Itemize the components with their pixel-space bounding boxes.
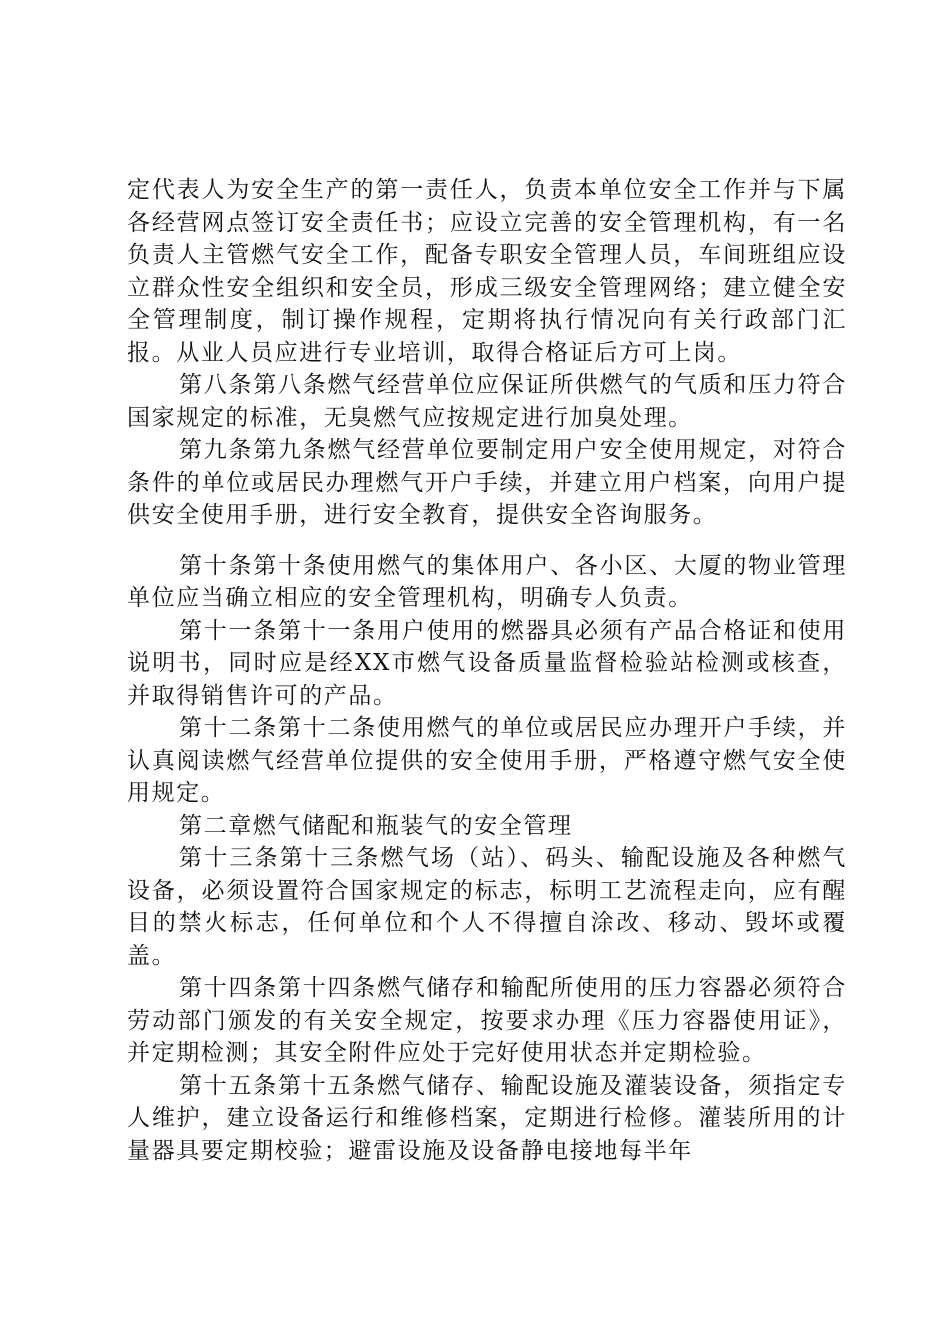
chapter-2-heading: 第二章燃气储配和瓶装气的安全管理	[179, 812, 573, 839]
article-15: 第十五条第十五条燃气储存、输配设施及灌装设备，须指定专人维护，建立设备运行和维修档案，定期进行检修。灌装所用的计量器具要定期校验；避雷设施及设备静电接地每半年	[127, 1072, 847, 1164]
article-9: 第九条第九条燃气经营单位要制定用户安全使用规定，对符合条件的单位或居民办理燃气开户手续，并建立用户档案，向用户提供安全使用手册，进行安全教育，提供安全咨询服务。	[127, 437, 847, 528]
article-11: 第十一条第十一条用户使用的燃器具必须有产品合格证和使用说明书，同时应是经XX市燃气设备质量监督检验站检测或核查，并取得销售许可的产品。	[127, 617, 847, 709]
article-12: 第十二条第十二条使用燃气的单位或居民应办理开户手续，并认真阅读燃气经营单位提供的安全使用手册，严格遵守燃气安全使用规定。	[127, 715, 847, 806]
article-10: 第十条第十条使用燃气的集体用户、各小区、大厦的物业管理单位应当确立相应的安全管理机构，明确专人负责。	[127, 552, 847, 611]
article-13: 第十三条第十三条燃气场（站）、码头、输配设施及各种燃气设备，必须设置符合国家规定的标志，标明工艺流程走向，应有醒目的禁火标志，任何单位和个人不得擅自涂改、移动、毁坏或覆盖。	[127, 845, 847, 969]
article-8: 第八条第八条燃气经营单位应保证所供燃气的气质和压力符合国家规定的标准，无臭燃气应按规定进行加臭处理。	[127, 372, 847, 431]
article-14: 第十四条第十四条燃气储存和输配所使用的压力容器必须符合劳动部门颁发的有关安全规定，按要求办理《压力容器使用证》，并定期检测；其安全附件应处于完好使用状态并定期检验。	[127, 975, 847, 1066]
document-page	[127, 174, 847, 1167]
paragraph-continuation: 定代表人为安全生产的第一责任人，负责本单位安全工作并与下属各经营网点签订安全责任书；应设立完善的安全管理机构，有一名负责人主管燃气安全工作，配备专职安全管理人员，车间班组应设立群众性安全组织和安全员，形成三级安全管理网络；建立健全安全管理制度，制订操作规程，定期将执行情况向有关行政部门汇报。从业人员应进行专业培训，取得合格证后方可上岗。	[127, 177, 847, 366]
